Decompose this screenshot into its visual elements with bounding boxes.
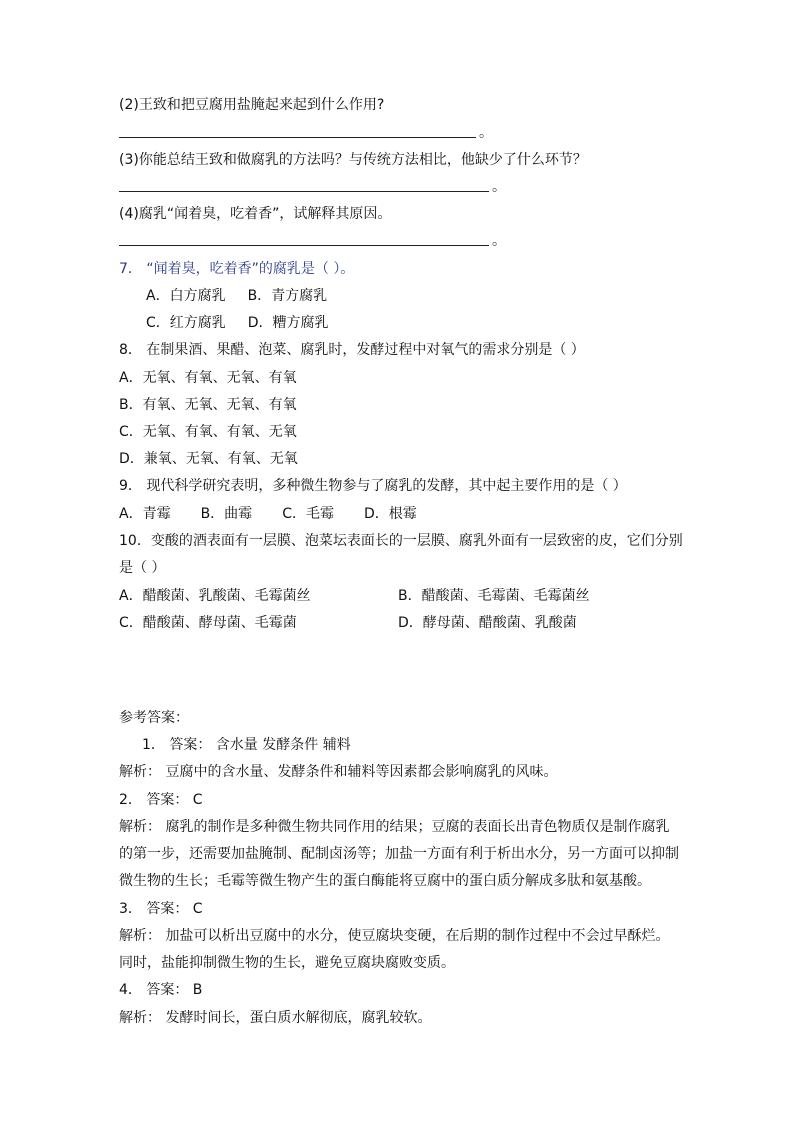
explanation-3-line2: 同时，盐能抑制微生物的生长，避免豆腐块腐败变质。 (119, 955, 455, 971)
q7-options-row1 (146, 287, 327, 305)
answer-3: 3． 答案： C (119, 901, 203, 917)
q6-part4-answer-blank[interactable] (119, 232, 504, 250)
q6-part4-text: (4)腐乳“闻着臭，吃着香”，试解释其原因。 (119, 206, 392, 222)
q6-part2-text: (2)王致和把豆腐用盐腌起来起到什么作用? (119, 97, 385, 113)
explanation-2-line1: 解析： 腐乳的制作是多种微生物共同作用的结果；豆腐的表面长出青色物质仅是制作腐乳 (119, 819, 670, 835)
answer-2: 2． 答案： C (119, 792, 203, 808)
q10-option-a[interactable]: A．醋酸菌、乳酸菌、毛霉菌丝 (119, 588, 311, 604)
answer-1: 1． 答案： 含水量 发酵条件 辅料 (142, 737, 351, 753)
q9-option-c[interactable]: C．毛霉 (282, 506, 334, 522)
q7-options-row2 (146, 314, 329, 332)
q8-option-b[interactable]: B．有氧、无氧、无氧、有氧 (119, 397, 297, 413)
q9-options-row (119, 505, 417, 523)
q7-stem: 7． “闻着臭，吃着香”的腐乳是（ ）。 (119, 261, 355, 277)
q9-option-b[interactable]: B．曲霉 (200, 506, 253, 522)
q9-option-a[interactable]: A．青霉 (119, 506, 171, 522)
q10-option-d[interactable]: D．酵母菌、醋酸菌、乳酸菌 (398, 615, 577, 631)
q10-stem-line2: 是（ ） (119, 560, 166, 576)
q9-stem: 9． 现代科学研究表明，多种微生物参与了腐乳的发酵，其中起主要作用的是（ ） (119, 478, 627, 494)
q6-part2-blank-end: 。 (479, 125, 493, 141)
q8-stem: 8． 在制果酒、果醋、泡菜、腐乳时，发酵过程中对氧气的需求分别是（ ） (119, 342, 585, 358)
q8-option-a[interactable]: A．无氧、有氧、无氧、有氧 (119, 370, 297, 386)
q10-stem-line1: 10．变酸的酒表面有一层膜、泡菜坛表面长的一层膜、腐乳外面有一层致密的皮，它们分别 (119, 533, 683, 549)
q8-option-d[interactable]: D．兼氧、无氧、有氧、无氧 (119, 451, 298, 467)
explanation-2-line2: 的第一步，还需要加盐腌制、配制卤汤等；加盐一方面有利于析出水分，另一方面可以抑制 (119, 846, 679, 862)
q6-part2-answer-blank[interactable] (119, 124, 494, 142)
q7-option-c[interactable]: C．红方腐乳 (146, 315, 226, 331)
answers-heading: 参考答案： (119, 710, 189, 726)
q9-option-d[interactable]: D．根霉 (363, 506, 417, 522)
q10-option-c[interactable]: C．醋酸菌、酵母菌、毛霉菌 (119, 615, 297, 631)
explanation-1: 解析： 豆腐中的含水量、发酵条件和辅料等因素都会影响腐乳的风味。 (119, 764, 558, 780)
q6-part3-text: (3)你能总结王致和做腐乳的方法吗？与传统方法相比，他缺少了什么环节？ (119, 152, 587, 168)
explanation-2-line3: 微生物的生长；毛霉等微生物产生的蛋白酶能将豆腐中的蛋白质分解成多肽和氨基酸。 (119, 873, 651, 889)
q6-part4-blank-end: 。 (492, 233, 506, 249)
explanation-3-line1: 解析： 加盐可以析出豆腐中的水分，使豆腐块变硬，在后期的制作过程中不会过早酥烂。 (119, 928, 670, 944)
explanation-4: 解析： 发酵时间长，蛋白质水解彻底，腐乳较软。 (119, 1010, 432, 1026)
answer-4: 4． 答案： B (119, 982, 203, 998)
q8-option-c[interactable]: C．无氧、有氧、有氧、无氧 (119, 424, 297, 440)
q10-option-b[interactable]: B．醋酸菌、毛霉菌、毛霉菌丝 (398, 588, 590, 604)
q7-option-b[interactable]: B．青方腐乳 (247, 288, 328, 304)
q6-part3-blank-end: 。 (492, 179, 506, 195)
q7-option-a[interactable]: A．白方腐乳 (146, 288, 226, 304)
q7-option-d[interactable]: D．糟方腐乳 (247, 315, 329, 331)
q6-part3-answer-blank[interactable] (119, 178, 504, 196)
